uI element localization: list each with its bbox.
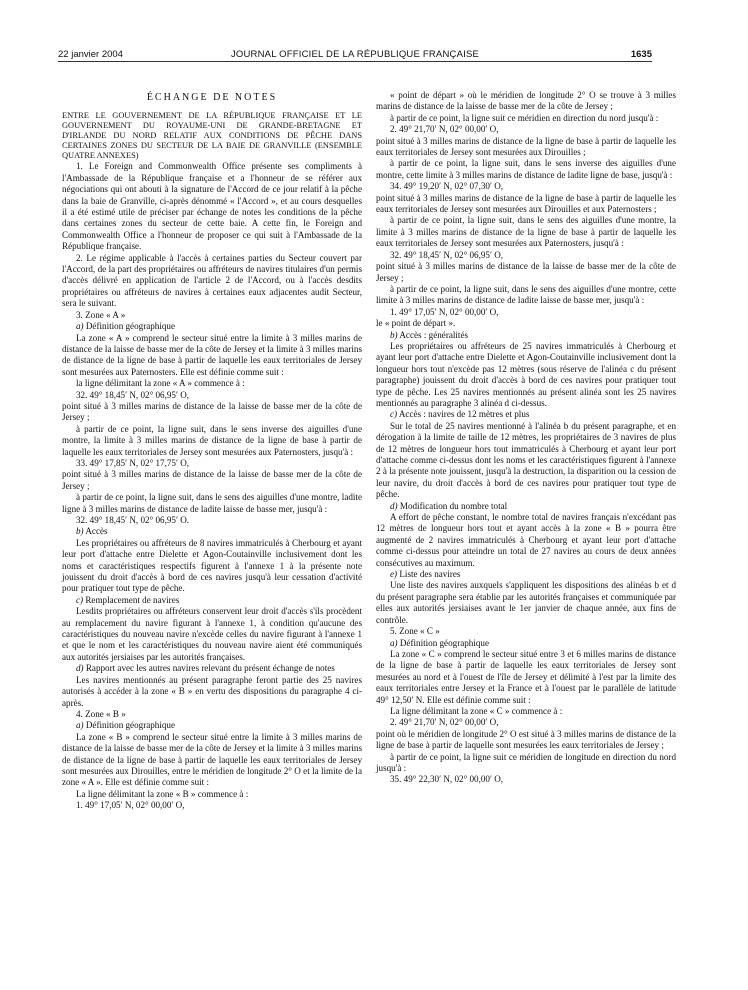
subsection-title: Accès	[85, 526, 108, 537]
subsection-heading	[376, 501, 676, 512]
coordinate-line: 2. 49° 21,70′ N, 02° 00,00′ O,	[390, 717, 499, 728]
subsection-title: Définition géographique	[399, 637, 490, 648]
paragraph: « point de départ » où le méridien de longitude 2° O se trouve à 3 milles marins de distance de la laisse de basse mer de la côte de Jersey ;	[376, 90, 676, 112]
coordinate-line: 1. 49° 17,05′ N, 02° 00,00′ O,	[76, 800, 185, 811]
header-date: 22 janvier 2004	[58, 49, 123, 60]
coordinate-line: 34. 49° 19,20′ N, 02° 07,30′ O,	[390, 181, 504, 192]
paragraph: point situé à 3 milles marins de distance de la ligne de base à partir de laquelle les eaux territoriales de Jersey sont mesurées aux Dirouilles ;	[376, 135, 676, 158]
paragraph: point situé à 3 milles marins de distance de la laisse de basse mer de la côte de Jersey ;	[62, 469, 362, 491]
paragraph: La ligne délimitant la zone « B » commence à :	[76, 788, 249, 799]
subsection-letter: d)	[390, 500, 398, 511]
subsection-heading	[62, 595, 362, 606]
subsection-letter: d)	[76, 663, 84, 674]
subsection-heading	[376, 569, 676, 580]
section-heading: 4. Zone « B »	[76, 708, 126, 719]
paragraph: point situé à 3 milles marins de distance de la laisse de basse mer de la côte de Jersey ;	[376, 261, 676, 283]
paragraph: La zone « C » comprend le secteur situé entre 3 et 6 milles marins de distance de la ligne de base à partir de laquelle les eaux territoriales de Jersey sont mesurées au nord et à l'ouest de l'île de Jersey et délimité à l'est par la limite des eaux territoriales entre Jersey et la France et à l'ouest par le parallèle de latitude 49° 12,50′ N. Elle est définie comme suit :	[376, 648, 676, 705]
paragraph: à partir de ce point, la ligne suit, dans le sens inverse des aiguilles d'une montre, la limite à 3 milles marins de distance de la ligne de base à partir de laquelle les eaux territoriales de Jersey sont mesurées aux Paternosters, jusqu'à :	[62, 423, 362, 457]
subsection-heading	[376, 409, 676, 420]
paragraph: le « point de départ ».	[376, 318, 456, 329]
subsection-heading	[376, 638, 676, 649]
paragraph: point situé à 3 milles marins de distance de la laisse de basse mer de la côte de Jersey ;	[62, 400, 362, 423]
page-header	[58, 45, 652, 65]
subsection-title: Accès : généralités	[399, 329, 469, 340]
coordinate-line: 1. 49° 17,05′ N, 02° 00,00′ O,	[390, 306, 499, 317]
paragraph: à partir de ce point, la ligne suit ce méridien de longitude en direction du nord jusqu'à :	[376, 751, 676, 773]
paragraph: A effort de pêche constant, le nombre total de navires français n'excédant pas 12 mètres de longueur hors tout et ayant accès à la zone « B » pourra être augmenté de 2 navires immatriculés à Cherbourg et ayant leur port d'attache comme ci-dessus pour atteindre un total de 27 navires au cours de deux années consécutives au maximum.	[376, 512, 676, 568]
subsection-title: Remplacement de navires	[85, 594, 180, 605]
subsection-title: Rapport avec les autres navires relevant du présent échange de notes	[85, 663, 335, 674]
coordinate-line: 33. 49° 17,85′ N, 02° 17,75′ O,	[76, 457, 190, 468]
header-page-number: 1635	[630, 49, 652, 60]
paragraph: La zone « B » comprend le secteur situé entre la limite à 3 milles marins de distance de la laisse de basse mer de la côte de Jersey et la limite à 3 milles marins de distance de la ligne de base à partir de laquelle les eaux territoriales de Jersey sont mesurées aux Dirouilles, entre le méridien de longitude 2° O et la limite de la zone « A ». Elle est définie comme suit :	[62, 731, 362, 788]
subsection-heading	[62, 321, 362, 332]
coordinate-line: 32. 49° 18,45′ N, 02° 06,95′ O,	[390, 249, 504, 260]
subsection-letter: a)	[76, 720, 84, 731]
subsection-letter: b)	[76, 526, 84, 537]
subsection-title: Définition géographique	[85, 321, 176, 332]
paragraph: point où le méridien de longitude 2° O est situé à 3 milles marins de distance de la ligne de base à partir de laquelle sont mesurées les eaux territoriales de Jersey ;	[376, 728, 676, 751]
subsection-letter: a)	[76, 321, 84, 332]
subsection-title: Accès : navires de 12 mètres et plus	[398, 409, 530, 420]
coordinate-line: 35. 49° 22,30′ N, 02° 00,00′ O,	[390, 774, 504, 785]
paragraph: à partir de ce point, la ligne suit, dans le sens des aiguilles d'une montre, cette limite à 3 milles marins de distance de ladite laisse de basse mer, jusqu'à :	[376, 283, 676, 306]
document-subtitle: ENTRE LE GOUVERNEMENT DE LA RÉPUBLIQUE FRANÇAISE ET LE GOUVERNEMENT DU ROYAUME-UNI DE GRANDE-BRETAGNE ET D'IRLANDE DU NORD RELATIF AUX CONDITIONS DE PÊCHE DANS CERTAINES ZONES DU SECTEUR DE LA BAIE DE GRANVILLE (ENSEMBLE QUATRE ANNEXES)	[62, 111, 362, 161]
paragraph: La ligne délimitant la zone « C » commence à :	[390, 705, 563, 716]
subsection-heading	[62, 663, 362, 674]
section-heading: 5. Zone « C »	[390, 626, 440, 637]
subsection-letter: a)	[390, 637, 398, 648]
subsection-letter: c)	[76, 594, 84, 605]
paragraph: La zone « A » comprend le secteur situé entre la limite à 3 milles marins de distance de la laisse de basse mer de la côte de Jersey et la limite à 3 milles marins de distance de la ligne de base à partir de laquelle les eaux territoriales de Jersey sont mesurées aux Paternosters. Elle est définie comme suit :	[62, 332, 362, 377]
paragraph: Lesdits propriétaires ou affréteurs conservent leur droit d'accès s'ils procèdent au remplacement du navire figurant à l'annexe 1, à condition qu'aucune des caractéristiques du nouveau navire n'excède celles du navire figurant à l'annexe 1 et que le nom et les caractéristiques du nouveau navire aient été communiqués aux autorités jersiaises par les autorités françaises.	[62, 606, 362, 662]
document-title: ÉCHANGE DE NOTES	[146, 92, 278, 103]
subsection-letter: b)	[390, 329, 398, 340]
subsection-letter: e)	[390, 569, 398, 580]
paragraph: à partir de ce point, la ligne suit ce méridien en direction du nord jusqu'à :	[390, 112, 659, 123]
paragraph: 1. Le Foreign and Commonwealth Office présente ses compliments à l'Ambassade de la République française et a l'honneur de se référer aux négociations qui ont abouti à la signature de l'Accord de ce jour relatif à la pêche dans la baie de Granville, ci-après dénommé « l'Accord », et au cours desquelles il a été estimé utile de préciser par échange de notes les conditions de la pêche dans certaines zones du secteur de cette baie. A cette fin, le Foreign and Commonwealth Office a l'honneur de proposer ce qui suit à l'Ambassade de la République française.	[62, 161, 362, 252]
subsection-letter: c)	[390, 409, 398, 420]
header-rule	[58, 61, 652, 62]
section-heading: 3. Zone « A »	[76, 309, 126, 320]
left-column	[62, 90, 362, 812]
paragraph: Une liste des navires auxquels s'appliquent les dispositions des alinéas b et d du présent paragraphe sera établie par les autorités françaises et communiquée par elles aux autorités jersiaises avant le 1er janvier de chaque année, aux fins de contrôle.	[376, 580, 676, 625]
paragraph: Les propriétaires ou affréteurs de 25 navires immatriculés à Cherbourg et ayant leur port d'attache entre Dielette et Agon-Coutainville inclusivement dont la longueur hors tout n'excède pas 12 mètres (sous réserve de l'alinéa c du présent paragraphe) jouissent du droit d'accès à bord de ces navires pour pratiquer tout type de pêche. Les 25 navires mentionnés au présent alinéa sont les 25 navires mentionnés au paragraphe 3 alinéa d ci-dessus.	[376, 340, 676, 408]
paragraph: à partir de ce point, la ligne suit, dans le sens des aiguilles d'une montre, la limite à 3 milles marins de distance de la ligne de base à partir de laquelle les eaux territoriales de Jersey sont mesurées aux Paternosters, jusqu'à :	[376, 215, 676, 249]
subsection-title: Liste des navires	[399, 569, 461, 580]
right-column	[376, 90, 676, 786]
coordinate-line: 32. 49° 18,45′ N, 02° 06,95′ O.	[76, 515, 190, 525]
subsection-heading	[376, 330, 676, 341]
subsection-title: Définition géographique	[85, 720, 176, 731]
paragraph: à partir de ce point, la ligne suit, dans le sens des aiguilles d'une montre, ladite ligne à 3 milles marins de distance de ladite laisse de basse mer, jusqu'à :	[62, 492, 362, 514]
paragraph: Sur le total de 25 navires mentionné à l'alinéa b du présent paragraphe, et en dérogation à la limite de taille de 12 mètres, les propriétaires de 3 navires de plus de 12 mètres de longueur hors tout immatriculés à Cherbourg et ayant leur port d'attache comme ci-dessus dont les noms et les caractéristiques figurent à l'annexe 2 à la présente note jouissent, jusqu'à la destruction, la disparition ou la cession de leur navire, du droit d'accès à bord de ces navires pour pratiquer tout type de pêche.	[376, 420, 676, 500]
subsection-title: Modification du nombre total	[399, 500, 508, 511]
header-journal-title: JOURNAL OFFICIEL DE LA RÉPUBLIQUE FRANÇAISE	[230, 49, 480, 60]
paragraph: Les navires mentionnés au présent paragraphe feront partie des 25 navires autorisés à accéder à la zone « B » en vertu des dispositions du paragraphe 4 ci-après.	[62, 674, 362, 708]
paragraph: 2. Le régime applicable à l'accès à certaines parties du Secteur couvert par l'Accord, de la part des propriétaires ou affréteurs de navires titulaires d'un permis d'accès délivré en application de l'article 2 de l'Accord, ou à l'accès desdits propriétaires ou affréteurs de navires à certaines eaux adjacentes audit Secteur, sera le suivant.	[62, 252, 362, 309]
subsection-heading	[62, 720, 362, 731]
coordinate-line: 2. 49° 21,70′ N, 02° 00,00′ O,	[390, 124, 499, 135]
subsection-heading	[62, 526, 362, 537]
coordinate-line: 32. 49° 18,45′ N, 02° 06,95′ O,	[76, 389, 190, 400]
paragraph: la ligne délimitant la zone « A » commence à :	[76, 378, 245, 389]
paragraph: Les propriétaires ou affréteurs de 8 navires immatriculés à Cherbourg et ayant leur port d'attache entre Dielette et Agon-Coutainville inclusivement dont les noms et caractéristiques respectifs figurent à l'annexe 1 à la présente note jouissent du droit d'accès à bord de ces navires jusqu'à leur cessation d'activité pour pratiquer tout type de pêche.	[62, 537, 362, 594]
paragraph: point situé à 3 milles marins de distance de la ligne de base à partir de laquelle les eaux territoriales de Jersey sont mesurées aux Dirouilles et aux Paternosters ;	[376, 192, 676, 215]
paragraph: à partir de ce point, la ligne suit, dans le sens inverse des aiguilles d'une montre, cette limite à 3 milles marins de distance de ladite ligne de base, jusqu'à :	[376, 158, 676, 180]
